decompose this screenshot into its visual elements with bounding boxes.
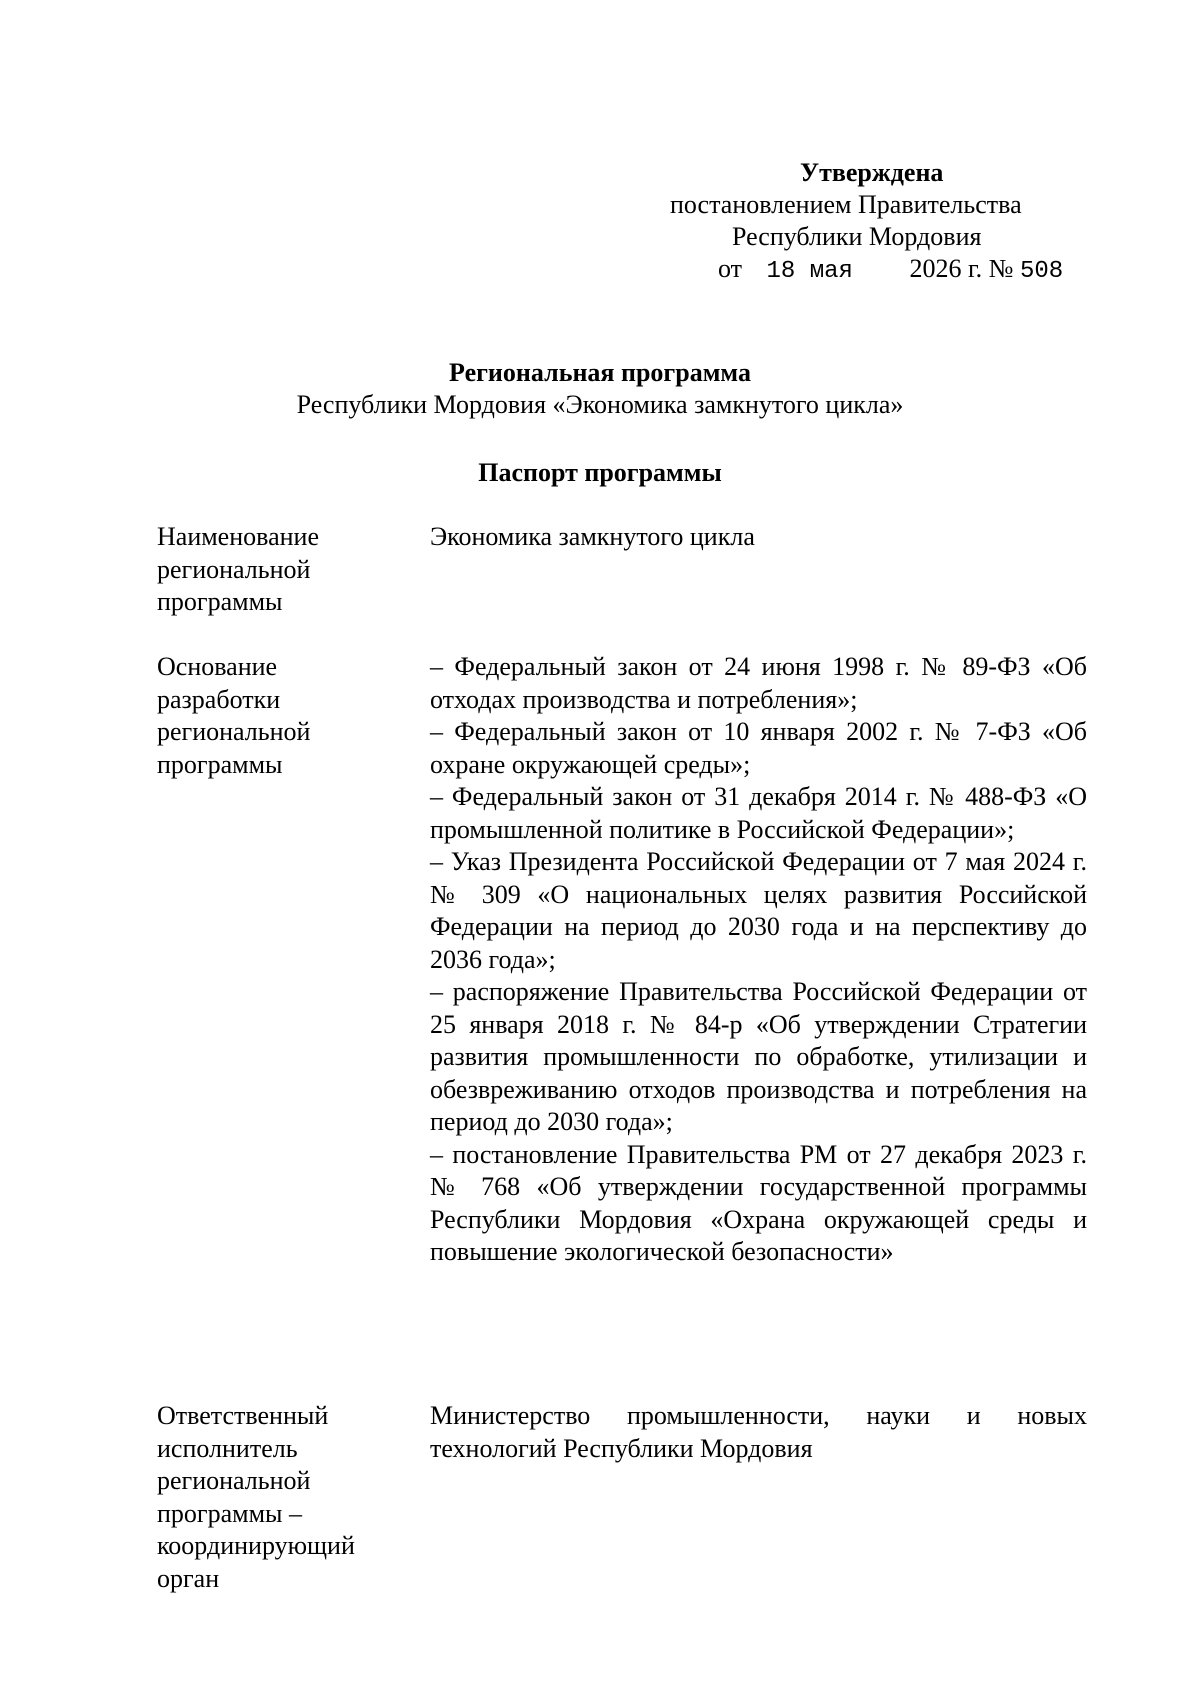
approval-date-year: 2026 г. № [909, 254, 1014, 283]
approval-line-1: постановлением Правительства [670, 190, 1022, 219]
approval-date [718, 254, 1063, 287]
passport-row-label: Наименование региональной программы [157, 522, 319, 616]
approval-title: Утверждена [800, 158, 944, 187]
passport-value-item: Министерство промышленности, науки и новых технологий Республики Мордовия [430, 1401, 1087, 1463]
passport-row-value [430, 1400, 1087, 1465]
passport-row-label: Ответственный исполнитель региональной программы – координирующий орган [157, 1401, 355, 1593]
approval-number: 508 [1020, 258, 1064, 285]
passport-row-value [430, 651, 1087, 1269]
program-subtitle: Республики Мордовия «Экономика замкнутого цикла» [296, 390, 904, 419]
approval-date-day-month: 18 мая [766, 258, 853, 285]
passport-value-item: – Федеральный закон от 10 января 2002 г. № 7-ФЗ «Об охране окружающей среды»; [430, 717, 1087, 779]
passport-row-value [430, 521, 1087, 554]
passport-value-item: – распоряжение Правительства Российской Федерации от 25 января 2018 г. № 84-р «Об утверждении Стратегии развития промышленности по обработке, утилизации и обезвреживанию отходов производства и потребления на период до 2030 года»; [430, 977, 1087, 1136]
passport-value-item: – Указ Президента Российской Федерации от 7 мая 2024 г. № 309 «О национальных целях развития Российской Федерации на период до 2030 года и на перспективу до 2036 года»; [430, 847, 1087, 974]
approval-date-prefix: от [718, 254, 743, 283]
passport-value-item: – Федеральный закон от 31 декабря 2014 г. № 488-ФЗ «О промышленной политике в Российской Федерации»; [430, 782, 1087, 844]
passport-value-item: – Федеральный закон от 24 июня 1998 г. № 89-ФЗ «Об отходах производства и потребления»; [430, 652, 1087, 714]
passport-value-item: – постановление Правительства РМ от 27 декабря 2023 г. № 768 «Об утверждении государственной программы Республики Мордовия «Охрана окружающей среды и повышение экологической безопасности» [430, 1139, 1087, 1266]
approval-line-2: Республики Мордовия [732, 222, 982, 251]
passport-title: Паспорт программы [478, 458, 722, 487]
program-title: Региональная программа [449, 358, 751, 387]
passport-row-label: Основание разработки региональной программы [157, 652, 311, 779]
passport-value-item: Экономика замкнутого цикла [430, 522, 755, 551]
